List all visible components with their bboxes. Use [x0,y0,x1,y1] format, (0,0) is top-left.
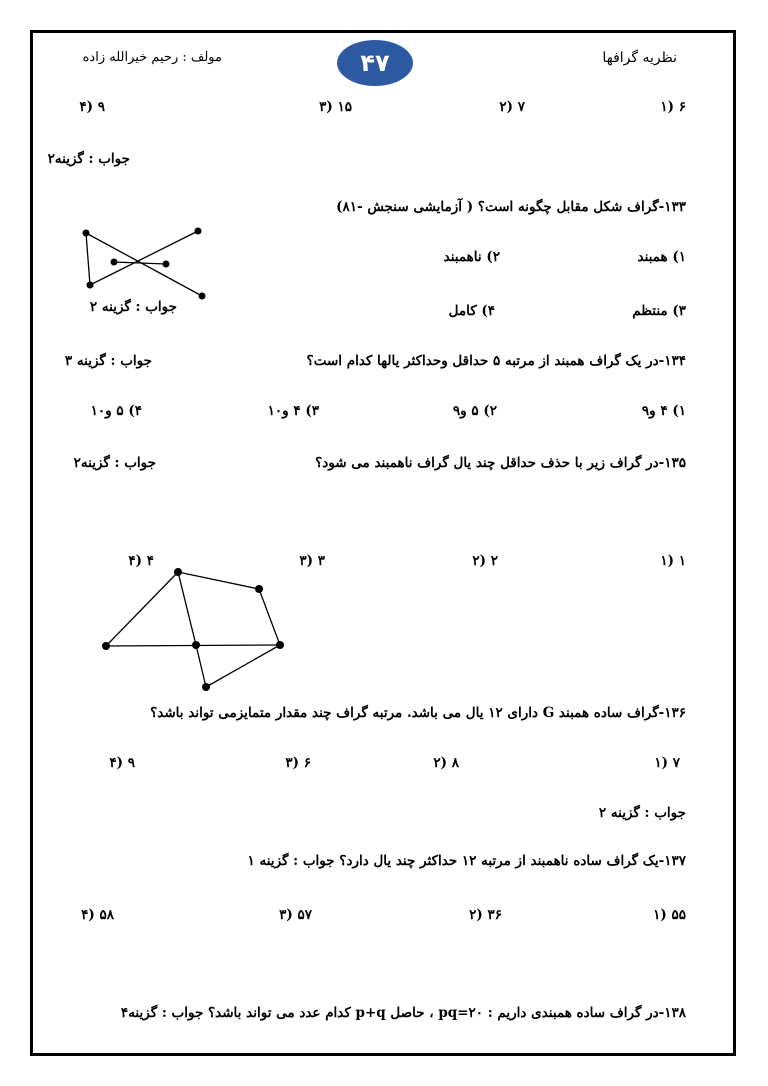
q136-option-2: ۲) ۸ [433,755,459,771]
q133-option-4: ۴) کامل [448,303,495,319]
page-border [30,30,736,1056]
q135-option-4: ۴) ۴ [128,553,154,569]
q133-option-1: ۱) همبند [637,249,686,265]
q134-option-3: ۳) ۴ و۱۰ [267,403,319,419]
q132-option-2: ۲) ۷ [499,99,525,115]
q137-question: ۱۳۷-یک گراف ساده ناهمبند از مرتبه ۱۲ حداکثر چند یال دارد؟ جواب : گزینه ۱ [247,853,686,869]
q136-option-1: ۱) ۷ [654,755,680,771]
header-author: مولف : رحیم خیرالله زاده [82,50,222,65]
q135-option-2: ۲) ۲ [472,553,498,569]
q132-option-3: ۳) ۱۵ [319,99,352,115]
q135-option-1: ۱) ۱ [660,553,686,569]
q132-option-4: ۴) ۹ [79,99,105,115]
q134-answer: جواب : گزینه ۳ [64,353,152,369]
q136-option-3: ۳) ۶ [285,755,311,771]
q134-option-4: ۴) ۵ و۱۰ [90,403,142,419]
q136-question: ۱۳۶-گراف ساده همبند G دارای ۱۲ یال می باشد. مرتبه گراف چند مقدار متمایزمی تواند باشد؟ [150,705,686,721]
q137-option-3: ۳) ۵۷ [279,907,312,923]
q135-option-3: ۳) ۳ [299,553,325,569]
q135-answer: جواب : گزینه۲ [73,455,156,471]
q133-question: ۱۳۳-گراف شکل مقابل چگونه است؟ ( آزمایشی سنجش -۸۱) [336,199,686,215]
q133-option-3: ۳) منتظم [632,303,686,319]
q134-option-2: ۲) ۵ و۹ [452,403,497,419]
header-title: نظریه گرافها [602,50,677,66]
q137-option-1: ۱) ۵۵ [653,907,686,923]
q135-graph-figure [0,0,1,1]
q137-option-2: ۲) ۳۶ [469,907,502,923]
q133-option-2: ۲) ناهمبند [443,249,500,265]
q134-option-1: ۱) ۴ و۹ [641,403,686,419]
q134-question: ۱۳۴-در یک گراف همبند از مرتبه ۵ حداقل وحداکثر یالها کدام است؟ [306,353,686,369]
q132-option-1: ۱) ۶ [660,99,686,115]
q136-answer: جواب : گزینه ۲ [598,805,686,821]
q133-answer: جواب : گزینه ۲ [89,299,177,315]
page-number-badge: ۴۷ [337,40,413,86]
q135-question: ۱۳۵-در گراف زیر با حذف حداقل چند یال گراف ناهمبند می شود؟ [315,455,686,471]
q137-option-4: ۴) ۵۸ [81,907,114,923]
q136-option-4: ۴) ۹ [109,755,135,771]
q138-question: ۱۳۸-در گراف ساده همبندی داریم : pq=۲۰ ، حاصل p+q کدام عدد می تواند باشد؟ جواب : گزینه۴ [120,1005,686,1021]
q132-answer: جواب : گزینه۲ [47,151,130,167]
